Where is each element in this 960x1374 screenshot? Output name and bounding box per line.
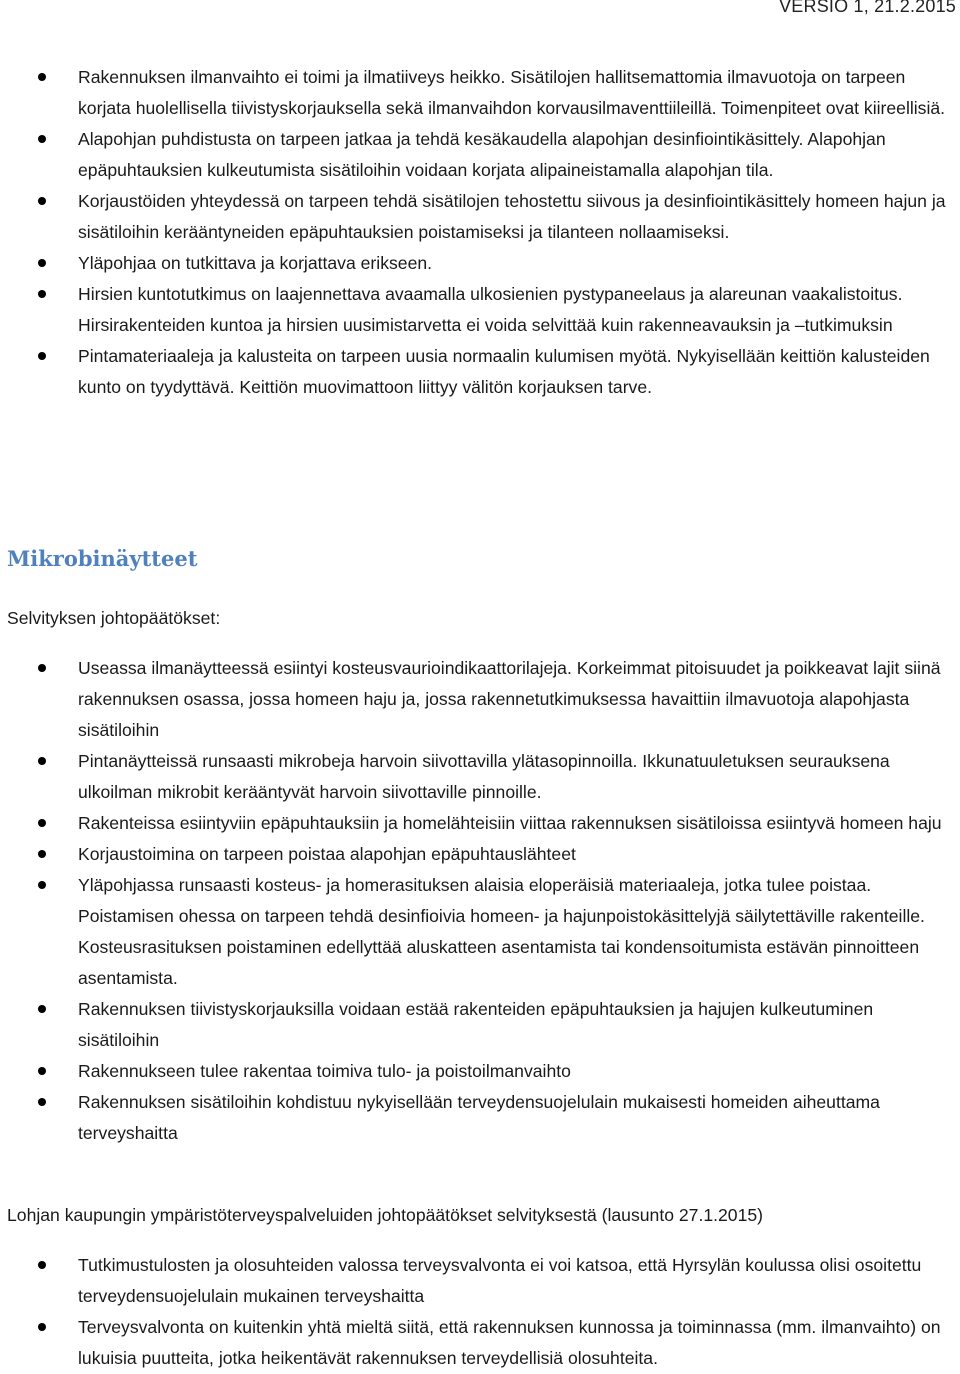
bullet-icon xyxy=(38,1323,46,1331)
list-item: Useassa ilmanäytteessä esiintyi kosteusvaurioindikaattorilajeja. Korkeimmat pitoisuudet ja poikkeavat lajit siinä rakennuksen osassa, jossa homeen haju ja, jossa rakennetutkimuksessa havaittiin ilmavuotoja alapohjasta sisätiloihin xyxy=(0,653,950,746)
list-item: Rakennuksen tiivistyskorjauksilla voidaan estää rakenteiden epäpuhtauksien ja hajujen kulkeutuminen sisätiloihin xyxy=(0,994,950,1056)
bullet-icon xyxy=(38,1261,46,1269)
bullet-icon xyxy=(38,1005,46,1013)
bullet-icon xyxy=(38,259,46,267)
conclusions-label: Selvityksen johtopäätökset: xyxy=(7,608,221,628)
bullet-icon xyxy=(38,1098,46,1106)
list-item: Tutkimustulosten ja olosuhteiden valossa terveysvalvonta ei voi katsoa, että Hyrsylän koulussa olisi osoitettu terveydensuojelulain mukainen terveyshaitta xyxy=(0,1250,950,1312)
bullet-icon xyxy=(38,819,46,827)
list-item: Hirsien kuntotutkimus on laajennettava avaamalla ulkosienien pystypaneelaus ja alareunan vaakalistoitus. Hirsirakenteiden kuntoa ja hirsien uusimistarvetta ei voida selvittää kuin rakenneavauksin ja –tutkimuksin xyxy=(0,279,950,341)
lohja-conclusions-label: Lohjan kaupungin ympäristöterveyspalveluiden johtopäätökset selvityksestä (lausunto 27.1.2015) xyxy=(7,1205,764,1225)
bullet-icon xyxy=(38,881,46,889)
bullet-icon xyxy=(38,197,46,205)
list-item: Rakenteissa esiintyviin epäpuhtauksiin ja homelähteisiin viittaa rakennuksen sisätiloissa esiintyvä homeen haju xyxy=(0,808,950,839)
microbe-conclusions-list xyxy=(0,653,950,1149)
list-item: Pintamateriaaleja ja kalusteita on tarpeen uusia normaalin kulumisen myötä. Nykyisellään keittiön kalusteiden kunto on tyydyttävä. Keittiön muovimattoon liittyy välitön korjauksen tarve. xyxy=(0,341,950,403)
bullet-icon xyxy=(38,352,46,360)
list-item: Pintanäytteissä runsaasti mikrobeja harvoin siivottavilla ylätasopinnoilla. Ikkunatuuletuksen seurauksena ulkoilman mikrobit kerääntyvät harvoin siivottaville pinnoille. xyxy=(0,746,950,808)
bullet-icon xyxy=(38,1067,46,1075)
list-item: Terveysvalvonta on kuitenkin yhtä mieltä siitä, että rakennuksen kunnossa ja toiminnassa (mm. ilmanvaihto) on lukuisia puutteita, jotka heikentävät rakennuksen terveydellisiä olosuhteita. xyxy=(0,1312,950,1374)
list-item: Yläpohjaa on tutkittava ja korjattava erikseen. xyxy=(0,248,950,279)
section-heading-microbes: Mikrobinäytteet xyxy=(7,546,198,571)
list-item: Yläpohjassa runsaasti kosteus- ja homerasituksen alaisia eloperäisiä materiaaleja, jotka tulee poistaa. Poistamisen ohessa on tarpeen tehdä desinfioivia homeen- ja hajunpoistokäsittelyjä säilytettäville rakenteille. Kosteusrasituksen poistaminen edellyttää aluskatteen asentamista tai kondensoitumista estävän pinnoitteen asentamista. xyxy=(0,870,950,994)
bullet-icon xyxy=(38,135,46,143)
list-item: Korjaustoimina on tarpeen poistaa alapohjan epäpuhtauslähteet xyxy=(0,839,950,870)
list-item: Rakennukseen tulee rakentaa toimiva tulo- ja poistoilmanvaihto xyxy=(0,1056,950,1087)
list-item: Rakennuksen ilmanvaihto ei toimi ja ilmatiiveys heikko. Sisätilojen hallitsemattomia ilmavuotoja on tarpeen korjata huolellisella tiivistyskorjauksella sekä ilmanvaihdon korvausilmaventtiileillä. Toimenpiteet ovat kiireellisiä. xyxy=(0,62,950,124)
version-header: VERSIO 1, 21.2.2015 xyxy=(779,0,956,16)
bullet-icon xyxy=(38,757,46,765)
findings-list xyxy=(0,62,950,403)
bullet-icon xyxy=(38,290,46,298)
list-item: Rakennuksen sisätiloihin kohdistuu nykyisellään terveydensuojelulain mukaisesti homeiden aiheuttama terveyshaitta xyxy=(0,1087,950,1149)
list-item: Alapohjan puhdistusta on tarpeen jatkaa ja tehdä kesäkaudella alapohjan desinfiointikäsittely. Alapohjan epäpuhtauksien kulkeutumista sisätiloihin voidaan korjata alipaineistamalla alapohjan tila. xyxy=(0,124,950,186)
bullet-icon xyxy=(38,73,46,81)
lohja-conclusions-list xyxy=(0,1250,950,1374)
list-item: Korjaustöiden yhteydessä on tarpeen tehdä sisätilojen tehostettu siivous ja desinfiointikäsittely homeen hajun ja sisätiloihin kerääntyneiden epäpuhtauksien poistamiseksi ja tilanteen nollaamiseksi. xyxy=(0,186,950,248)
bullet-icon xyxy=(38,664,46,672)
bullet-icon xyxy=(38,850,46,858)
